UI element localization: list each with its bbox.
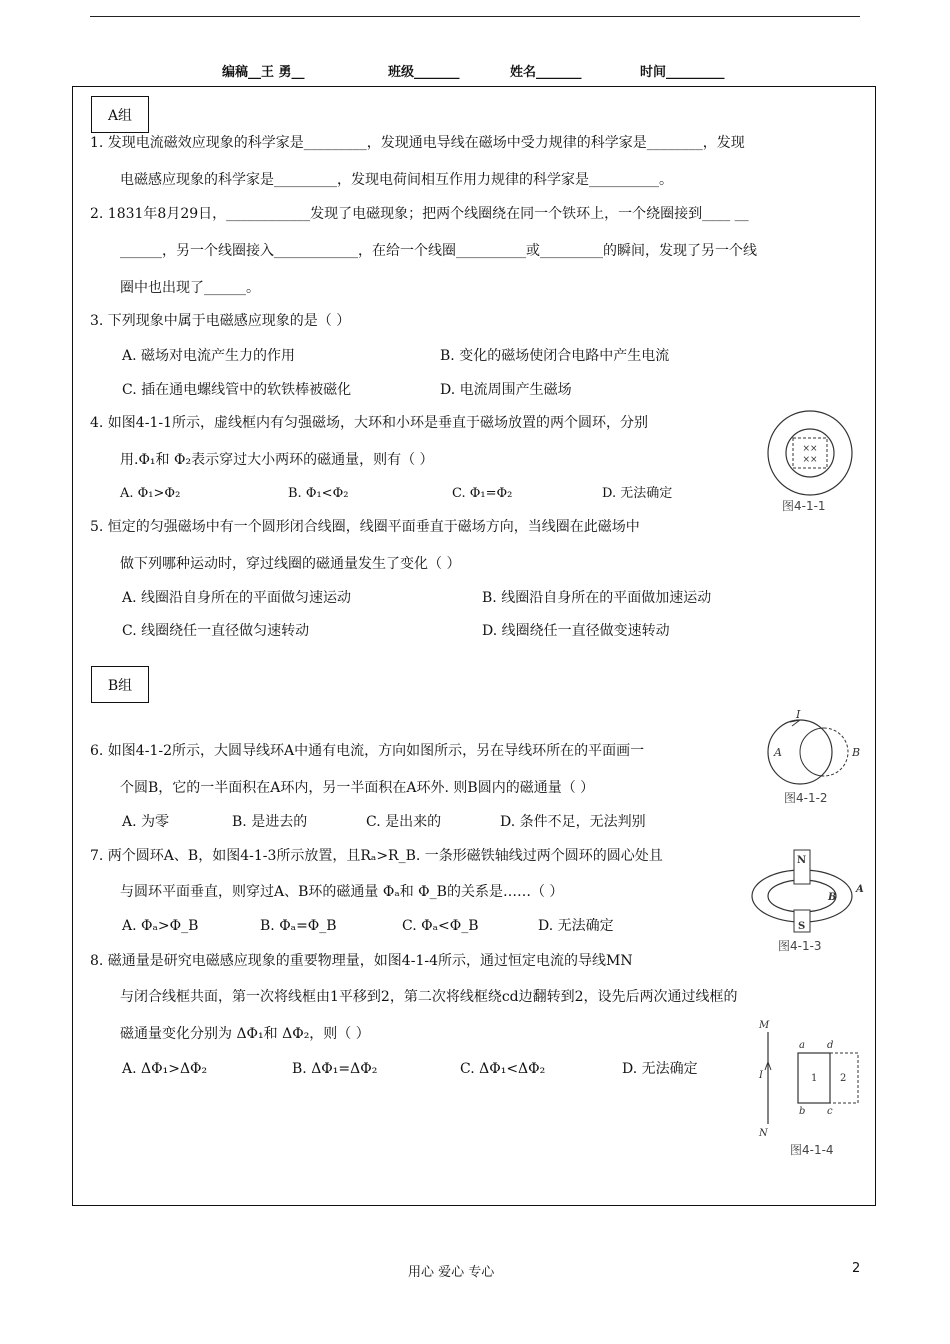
q6-line2: 个圆B，它的一半面积在A环内，另一半面积在A环外. 则B圆内的磁通量（ ） [120,780,595,796]
label-c: c [827,1106,833,1117]
group-a-label: A组 [91,96,149,133]
figure-4-1-2 [760,710,866,810]
q6-option-c: C. 是出来的 [366,814,442,830]
q3-option-d: D. 电流周围产生磁场 [440,382,572,398]
q8-option-d: D. 无法确定 [622,1061,698,1077]
circle-b-inner-half [800,728,824,776]
label-a: A [774,746,782,759]
group-b-label: B组 [91,666,149,703]
q4-line1: 4. 如图4-1-1所示，虚线框内有匀强磁场，大环和小环是垂直于磁场放置的两个圆环，分别 [90,415,648,431]
figure-4-1-4-caption: 图4-1-4 [790,1143,834,1157]
label-a: a [799,1040,805,1051]
q6-option-d: D. 条件不足，无法判别 [500,814,646,830]
q6-option-b: B. 是进去的 [232,814,308,830]
figure-4-1-2-caption: 图4-1-2 [784,791,828,805]
figure-4-1-3 [750,846,868,958]
q7-line2: 与圆环平面垂直，则穿过A、B环的磁通量 Φₐ和 Φ_B的关系是……（ ） [120,884,564,900]
label-a: A [856,884,864,895]
q6-line1: 6. 如图4-1-2所示，大圆导线环A中通有电流，方向如图所示，另在导线环所在的平面画一 [90,743,645,759]
label-n: N [759,1128,768,1139]
q8-line1: 8. 磁通量是研究电磁感应现象的重要物理量，如图4-1-4所示，通过恒定电流的导线MN [90,953,633,969]
q6-option-a: A. 为零 [122,814,170,830]
label-b: B [828,892,837,903]
header-time: 时间_________ [640,65,725,80]
q8-option-c: C. ΔΦ₁<ΔΦ₂ [460,1061,546,1077]
header-editor: 编稿__王 勇__ [222,65,305,80]
label-m: M [759,1020,770,1031]
q7-line1: 7. 两个圆环A、B，如图4-1-3所示放置，且Rₐ>R_B. 一条形磁铁轴线过两个圆环的圆心处且 [90,848,663,864]
q4-option-d: D. 无法确定 [602,486,673,501]
q5-line2: 做下列哪种运动时，穿过线圈的磁通量发生了变化（ ） [120,556,461,572]
figure-4-1-1-caption: 图4-1-1 [782,499,826,513]
q5-option-c: C. 线圈绕任一直径做匀速转动 [122,623,310,639]
q2-line1: 2. 1831年8月29日，____________发现了电磁现象；把两个线圈绕在同一个铁环上，一个绕圈接到____ __ [90,206,749,222]
figure-4-1-1 [760,408,860,518]
q4-option-a: A. Φ₁>Φ₂ [120,486,181,501]
footer-motto: 用心 爱心 专心 [408,1265,495,1280]
q2-line3: 圈中也出现了______。 [120,280,260,296]
q5-option-d: D. 线圈绕任一直径做变速转动 [482,623,670,639]
label-b: B [852,746,861,759]
q3-option-b: B. 变化的磁场使闭合电路中产生电流 [440,348,670,364]
label-i: I [759,1070,763,1081]
q8-option-b: B. ΔΦ₁=ΔΦ₂ [292,1061,378,1077]
ring-b [768,880,836,912]
label-2: 2 [840,1073,847,1084]
figure-4-1-4 [756,1016,864,1162]
q7-option-d: D. 无法确定 [538,918,614,934]
q8-line2: 与闭合线框共面，第一次将线框由1平移到2，第二次将线框绕cd边翻转到2，设先后两次通过线框的 [120,989,738,1005]
q4-line2: 用.Φ₁和 Φ₂表示穿过大小两环的磁通量，则有（ ） [120,452,434,468]
label-s: S [798,921,806,932]
q3-option-c: C. 插在通电螺线管中的软铁棒被磁化 [122,382,352,398]
q1-line2: 电磁感应现象的科学家是_________，发现电荷间相互作用力规律的科学家是__________。 [120,172,673,188]
label-b: b [799,1106,806,1117]
q5-option-b: B. 线圈沿自身所在的平面做加速运动 [482,590,712,606]
page-number: 2 [852,1261,861,1276]
q5-line1: 5. 恒定的匀强磁场中有一个圆形闭合线圈，线圈平面垂直于磁场方向，当线圈在此磁场中 [90,519,640,535]
q2-line2: ______，另一个线圈接入____________，在给一个线圈__________或_________的瞬间，发现了另一个线 [120,243,757,259]
q1-line1: 1. 发现电流磁效应现象的科学家是_________，发现通电导线在磁场中受力规律的科学家是________，发现 [90,135,745,151]
label-n: N [797,855,807,866]
q8-option-a: A. ΔΦ₁>ΔΦ₂ [122,1061,208,1077]
q8-line3: 磁通量变化分别为 ΔΦ₁和 ΔΦ₂，则（ ） [120,1026,370,1042]
label-i: I [796,710,801,721]
q7-option-a: A. Φₐ>Φ_B [122,918,199,934]
q5-option-a: A. 线圈沿自身所在的平面做匀速运动 [122,590,352,606]
q7-option-b: B. Φₐ=Φ_B [260,918,337,934]
label-1: 1 [811,1073,818,1084]
header-class: 班级_______ [388,65,460,80]
svg-text:××: ×× [802,444,818,454]
figure-4-1-3-caption: 图4-1-3 [778,939,822,953]
q4-option-c: C. Φ₁=Φ₂ [452,486,513,501]
header-name: 姓名_______ [510,65,582,80]
q3-option-a: A. 磁场对电流产生力的作用 [122,348,296,364]
label-d: d [827,1040,834,1051]
svg-text:××: ×× [802,455,818,465]
top-rule [90,16,860,17]
q7-option-c: C. Φₐ<Φ_B [402,918,479,934]
q3-stem: 3. 下列现象中属于电磁感应现象的是（ ） [90,313,351,329]
q4-option-b: B. Φ₁<Φ₂ [288,486,349,501]
